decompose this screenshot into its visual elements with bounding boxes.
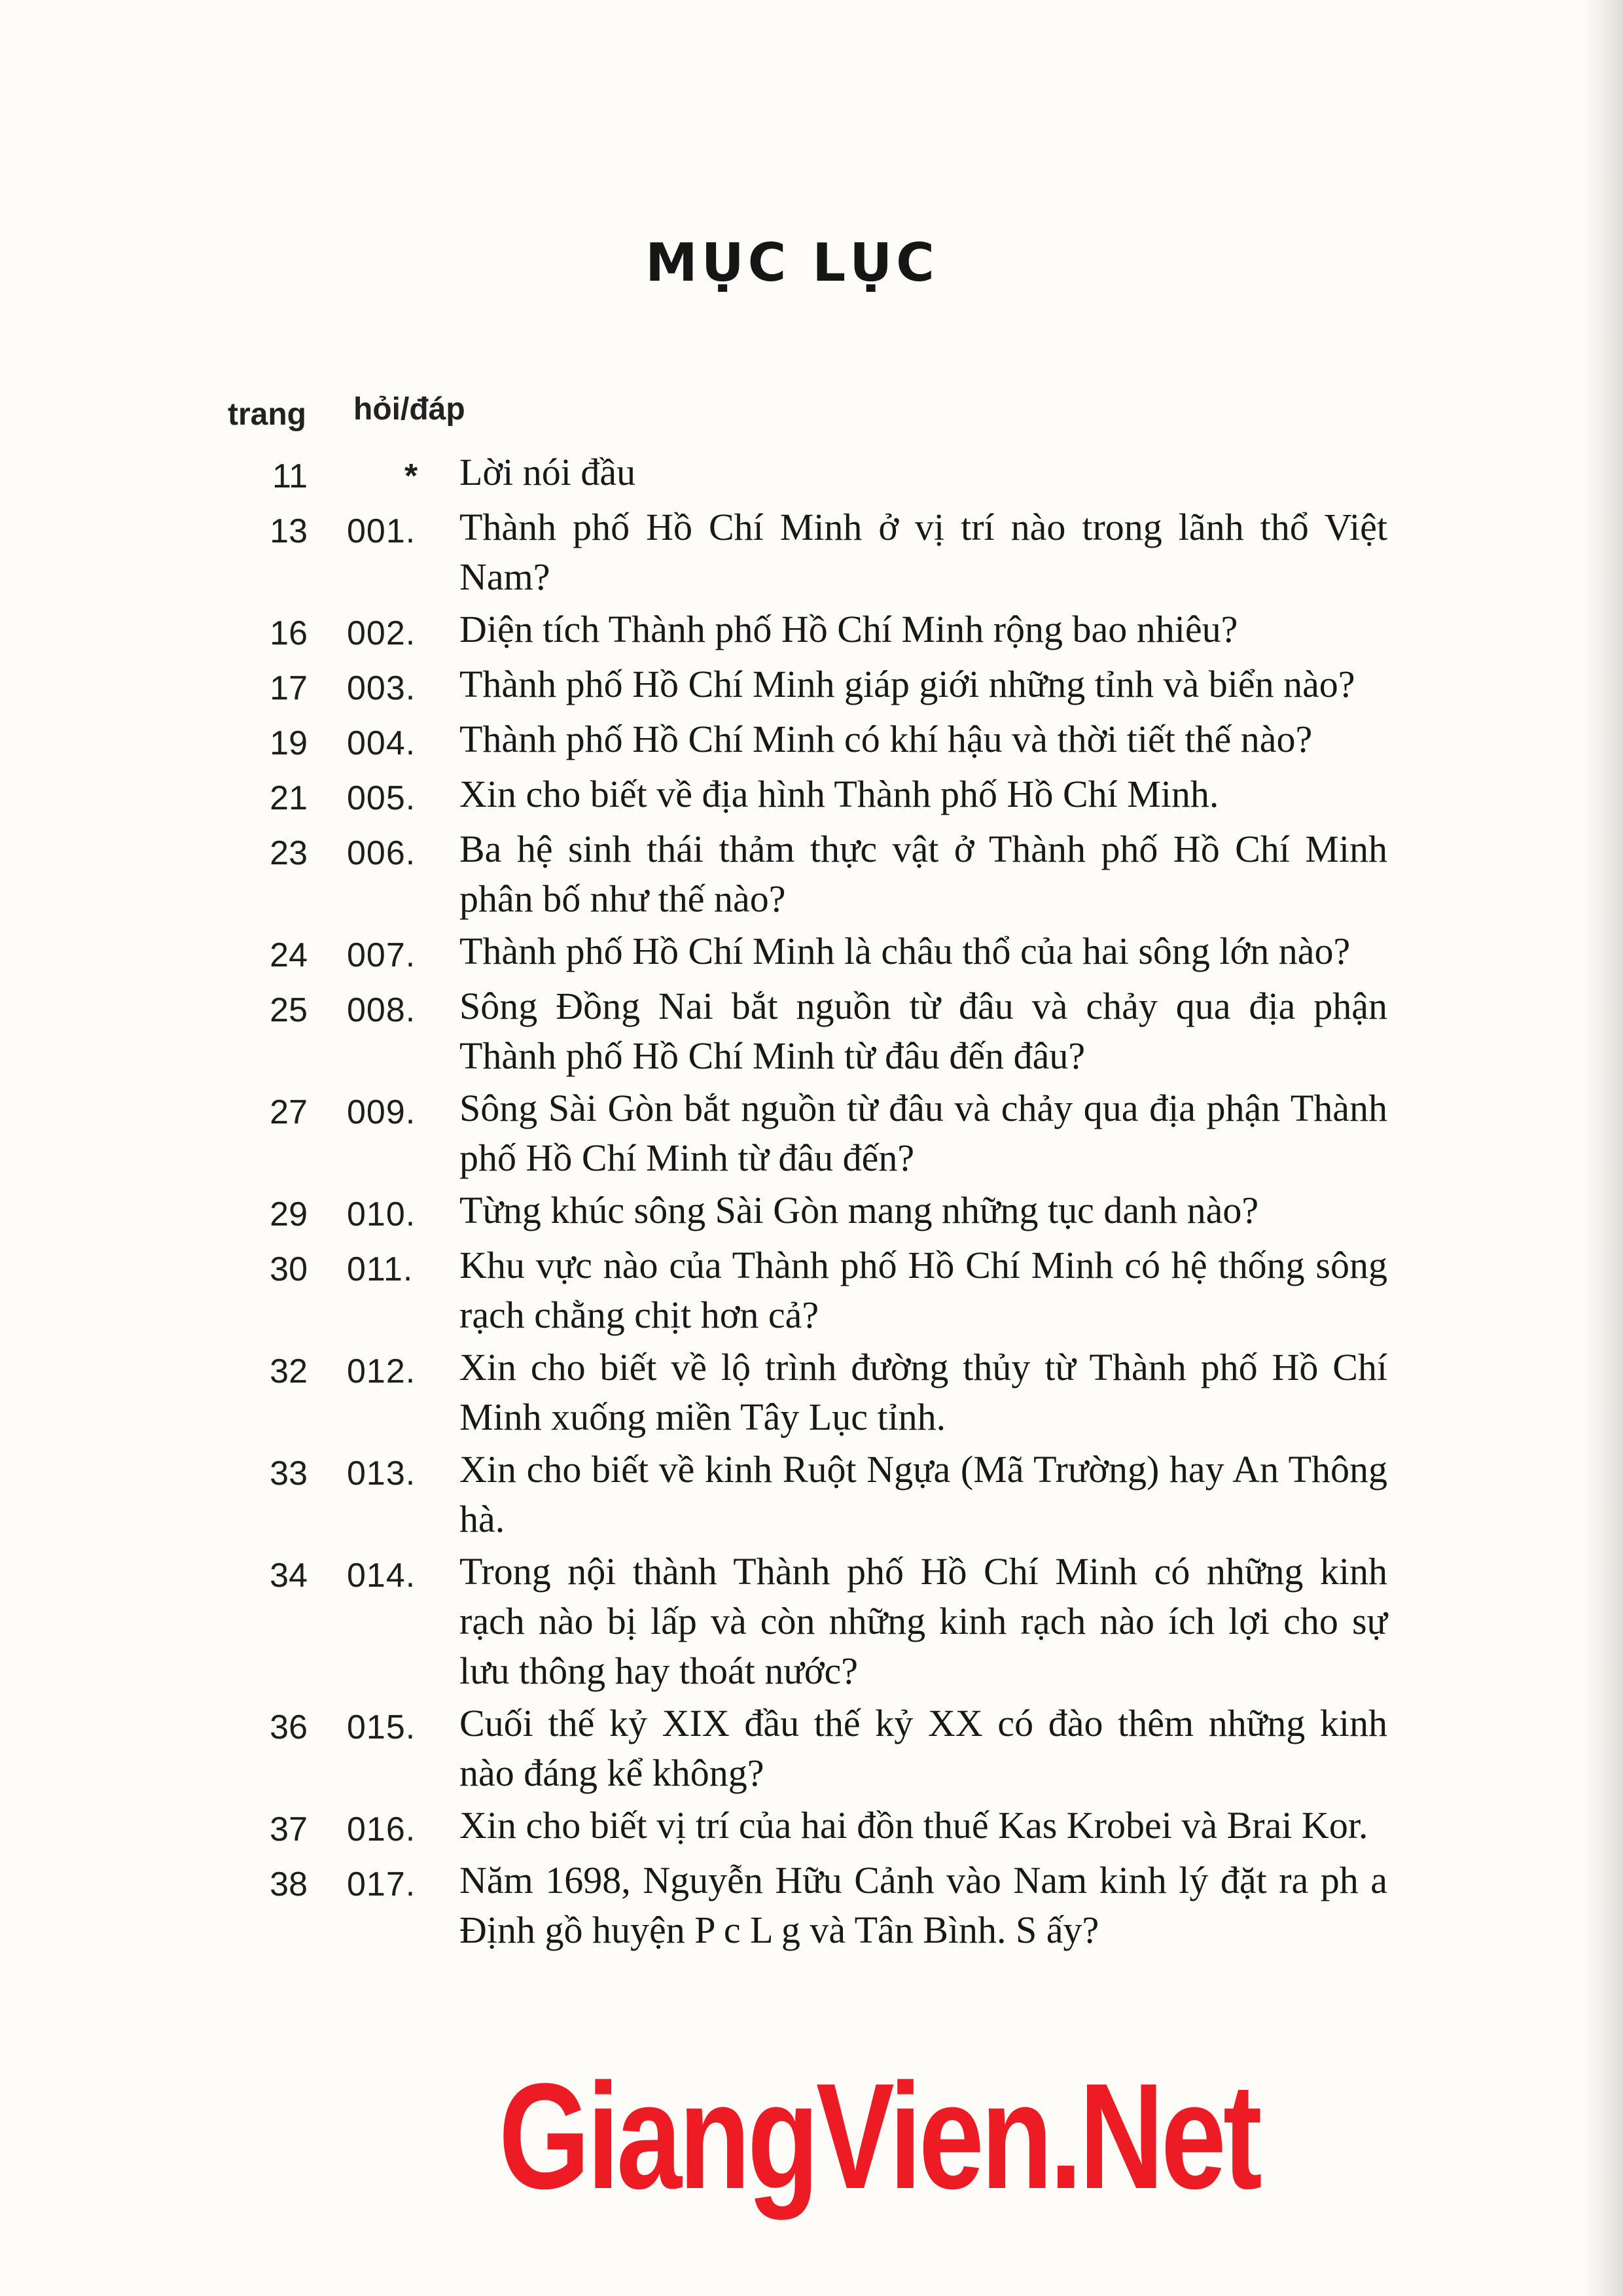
question-code: 012. xyxy=(347,1352,416,1390)
question-text: Thành phố Hồ Chí Minh giáp giới những tỉnh và biển nào? xyxy=(459,663,1355,705)
question-text: Thành phố Hồ Chí Minh có khí hậu và thời tiết thế nào? xyxy=(459,718,1313,760)
question-text: Khu vực nào của Thành phố Hồ Chí Minh có hệ thống sông rạch chằng chịt hơn cả? xyxy=(459,1244,1387,1336)
question-code: 015. xyxy=(347,1708,416,1746)
toc-row xyxy=(223,979,1387,1081)
page-number: 19 xyxy=(270,724,308,762)
page-number: 37 xyxy=(270,1810,308,1848)
page-number: 21 xyxy=(270,779,308,817)
question-text: Xin cho biết về địa hình Thành phố Hồ Chí Minh. xyxy=(459,773,1219,815)
question-text: Từng khúc sông Sài Gòn mang những tục danh nào? xyxy=(459,1189,1259,1231)
question-code: 017. xyxy=(347,1865,416,1903)
toc-row xyxy=(223,500,1387,602)
question-text: Trong nội thành Thành phố Hồ Chí Minh có những kinh rạch nào bị lấp và còn những kinh rạch nào ích lợi cho sự lưu thông hay thoát nước? xyxy=(459,1550,1387,1692)
question-code: 004. xyxy=(347,724,416,762)
question-text: Sông Đồng Nai bắt nguồn từ đâu và chảy qua địa phận Thành phố Hồ Chí Minh từ đâu đến đâu? xyxy=(459,985,1387,1077)
toc-row xyxy=(223,1442,1387,1544)
toc-row-intro xyxy=(223,445,1387,500)
question-code: 016. xyxy=(347,1810,416,1848)
page-number: 24 xyxy=(270,936,308,974)
page-number: 30 xyxy=(270,1250,308,1288)
page-number: 23 xyxy=(270,834,308,872)
toc-row xyxy=(223,1081,1387,1183)
question-text: Năm 1698, Nguyễn Hữu Cảnh vào Nam kinh lý đặt ra ph a Định gồ huyện P c L g và Tân Bình. S ấy? xyxy=(459,1859,1387,1951)
page-number: 32 xyxy=(270,1352,308,1390)
question-text: Diện tích Thành phố Hồ Chí Minh rộng bao nhiêu? xyxy=(459,608,1238,650)
page-title: MỤC LỤC xyxy=(645,232,938,293)
page-number: 33 xyxy=(270,1455,308,1492)
toc-row xyxy=(223,924,1387,979)
page-number: 36 xyxy=(270,1708,308,1746)
page-number: 17 xyxy=(270,669,308,707)
question-code: 003. xyxy=(347,669,416,707)
page-number: 16 xyxy=(270,614,308,652)
toc-row xyxy=(223,1183,1387,1238)
toc-row xyxy=(223,1696,1387,1798)
question-code: 007. xyxy=(347,936,416,974)
toc-row xyxy=(223,1340,1387,1442)
watermark-logo: GiangVien.Net xyxy=(499,2052,1260,2220)
page-number: 25 xyxy=(270,991,308,1029)
question-text: Thành phố Hồ Chí Minh ở vị trí nào trong lãnh thổ Việt Nam? xyxy=(459,506,1387,598)
table-of-contents xyxy=(223,445,1387,1955)
toc-row xyxy=(223,767,1387,822)
toc-row xyxy=(223,602,1387,657)
column-header-qa: hỏi/đáp xyxy=(353,392,465,427)
page-edge-shadow xyxy=(1584,0,1623,2296)
question-text: Xin cho biết về kinh Ruột Ngựa (Mã Trường) hay An Thông hà. xyxy=(459,1448,1387,1540)
question-code: 002. xyxy=(347,614,416,652)
question-text: Thành phố Hồ Chí Minh là châu thổ của hai sông lớn nào? xyxy=(459,930,1351,972)
question-code: * xyxy=(404,457,419,495)
toc-row xyxy=(223,1238,1387,1340)
question-code: 001. xyxy=(347,512,416,550)
question-text: Xin cho biết về lộ trình đường thủy từ Thành phố Hồ Chí Minh xuống miền Tây Lục tỉnh. xyxy=(459,1346,1387,1438)
page-number: 29 xyxy=(270,1195,308,1233)
question-code: 006. xyxy=(347,834,416,872)
page-number: 27 xyxy=(270,1093,308,1131)
question-code: 013. xyxy=(347,1455,416,1492)
toc-row xyxy=(223,712,1387,767)
question-text: Lời nói đầu xyxy=(459,451,636,493)
column-header-page: trang xyxy=(228,397,306,432)
page-number: 38 xyxy=(270,1865,308,1903)
question-text: Cuối thế kỷ XIX đầu thế kỷ XX có đào thêm những kinh nào đáng kể không? xyxy=(459,1702,1387,1794)
toc-row xyxy=(223,1544,1387,1696)
question-code: 005. xyxy=(347,779,416,817)
page-number: 34 xyxy=(270,1557,308,1595)
toc-row xyxy=(223,657,1387,712)
toc-row xyxy=(223,822,1387,924)
question-text: Sông Sài Gòn bắt nguồn từ đâu và chảy qua địa phận Thành phố Hồ Chí Minh từ đâu đến? xyxy=(459,1087,1387,1179)
question-code: 011. xyxy=(347,1250,414,1288)
question-code: 008. xyxy=(347,991,416,1029)
question-code: 014. xyxy=(347,1557,416,1595)
question-text: Xin cho biết vị trí của hai đồn thuế Kas Krobei và Brai Kor. xyxy=(459,1804,1368,1846)
question-code: 010. xyxy=(347,1195,416,1233)
question-text: Ba hệ sinh thái thảm thực vật ở Thành phố Hồ Chí Minh phân bố như thế nào? xyxy=(459,828,1387,920)
page-number: 13 xyxy=(270,512,308,550)
question-code: 009. xyxy=(347,1093,416,1131)
page-number: 11 xyxy=(272,457,308,495)
toc-row xyxy=(223,1853,1387,1955)
toc-row xyxy=(223,1798,1387,1853)
